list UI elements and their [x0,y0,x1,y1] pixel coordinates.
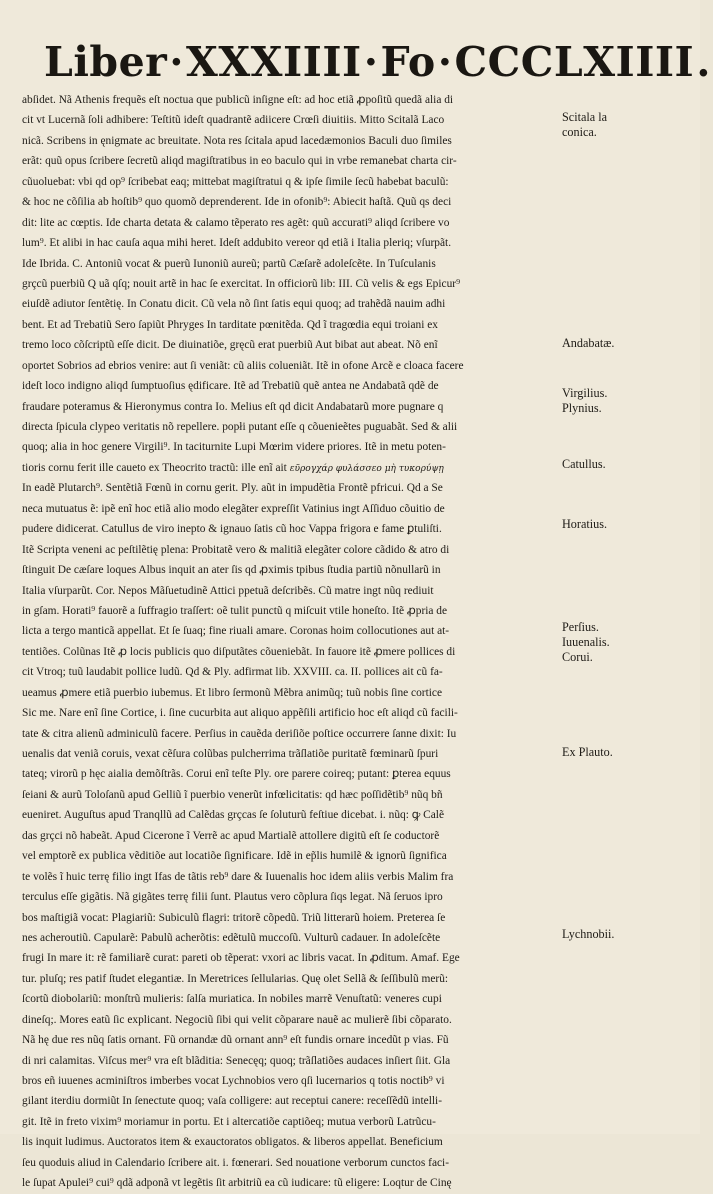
book-label: Liber [44,38,168,86]
margin-note-virgilius [562,386,682,416]
text-line: tateq; virorũ p hęc aialia demõſtrãs. Corui enĩ teſte Ply. ore parere coireq; putant: ꝑterea equus [22,768,451,781]
margin-note-horatius [562,517,682,532]
margin-note-line: Lychnobii. [562,927,615,941]
text-line: eueniret. Auguſtus apud Tranqllũ ad Calẽdas grçcas ſe ſoluturũ feſtiue dicebat. i. nũq: ꝙ Calẽ [22,809,444,822]
margin-note-line: Corui. [562,650,593,664]
text-line: bent. Et ad Trebatiũ Sero ſapiũt Phryges In tarditate pœnitẽda. Qd ĩ tragœdia equi troiani ex [22,318,438,331]
separator: · [169,38,185,86]
text-line: lum⁹. Et alibi in hac cauſa aqua mihi heret. Ideſt addubito vereor qd etiã i Italia pleriq; vſurpãt. [22,237,452,250]
text-line: cit Vtroq; tuũ laudabit pollice ludũ. Qd & Ply. adfirmat lib. XXVIII. ca. II. pollices ait cũ fa- [22,666,443,679]
book-number: XXXIIII [186,38,362,86]
text-line: tur. pluſq; res patif ſtudet elegantiæ. In Meretrices ſellularias. Quę olet Sellã & ſeſſibulũ merũ: [22,972,449,985]
margin-note-persius [562,620,682,665]
margin-note-lychnobii [562,927,682,942]
text-line: di nri calamitas. Viſcus mer⁹ vra eſt blãditia: Senecęq; quoq; trãſlatiões audaces inſiert ſiit. Gla [22,1054,451,1067]
text-line: erãt: quũ opus ſcribere ſecretũ aliqd magiſtratibus in eo baculo qui in vrbe remanebat charta cir- [22,155,457,168]
text-line: lis inquit ludimus. Auctoratos item & exauctoratos obligatos. & liberos appellat. Beneficium [22,1136,443,1149]
folio-label: Fo [380,38,436,86]
separator: . [696,38,712,86]
text-line: oportet Sobrios ad ebrios venire: aut ſi veniãt: cũ aliis colueniãt. Itẽ in ofone Arcẽ e cloaca facere [22,359,464,372]
text-line: ideſt loco indigno aliqd ſumptuoſius ędificare. Itẽ ad Trebatiũ quẽ antea ne Andabatã qdẽ de [22,380,439,393]
text-line: grçcũ puerbiũ Q uã qſq; nouit artẽ in hac ſe exercitat. In officiorũ lib: III. Cũ velis & egs Epicur⁹ [22,277,461,290]
text-line: directa ſpicula clypeo veritatis nõ repellere. popłi putant eſſe q cõuenieẽtes puguabãt. Sed & alii [22,421,458,433]
separator: · [363,38,379,86]
text-line: bos maſtigiã vocat: Plagiariũ: Subiculũ flagri: tritorẽ cõpedũ. Triũ litterarũ hoiem. Preterea ſe [22,911,446,924]
text-line: cũuoluebat: vbi qd op⁹ ſcribebat eaq; mittebat magiſtratui q & ipſe ſimile ſecũ habebat baculũ: [22,175,449,188]
text-line: terculus eſſe gigãtis. Nã gigãtes terrę filii ſunt. Plautus vero cõplura ſiqs legat. Nã ſeruos ipro [22,891,443,904]
margin-note-line: Virgilius. [562,386,608,400]
text-line: Ide Ibrida. C. Antoniũ vocat & puerũ Iunoniũ aureũ; partũ Cæſarẽ adoleſcẽte. In Tuſculanis [22,257,436,270]
text-line: ſeiani & aurũ Toloſanũ apud Gelliũ ĩ puerbio venerũt infœlicitatis: qd hæc poſſidẽtib⁹ nũq bñ [22,788,443,801]
separator: · [437,38,453,86]
text-line: das grçci nõ habeãt. Apud Cicerone ĩ Verrẽ ac apud Martialẽ attollere digitũ eſt ſe coductorẽ [22,829,440,842]
text-line: ſtinguit De cæſare loques Albus inquit an ater ſis qd ꝓximis tpibus ſtudia partiũ nõnullarũ in [22,564,441,577]
margin-note-andabatae [562,336,682,351]
margin-note-line: Plynius. [562,401,602,415]
text-line: abſidet. Nã Athenis frequẽs eſt noctua que publicũ inſigne eſt: ad hoc etiã ꝓpoſitũ quedã alia di [22,94,454,106]
text-line: ſeu quoduis aliud in Calendario ſcribere ait. i. fœnerari. Sed nouatione verborum cunctos faci- [22,1156,450,1169]
main-text-column [22,90,560,1194]
text-line: uenalis dat veniã coruis, vexat cẽſura colũbas pulcherrima trãſlatiõe puritatẽ fœminarũ ſpuri [22,748,439,760]
text-line: Italia vſurparũt. Cor. Nepos Mãſuetudinẽ Attici ppetuã deſcribẽs. Cũ matre ingt nũq rediuit [22,584,434,597]
text-line: ſcortũ diobolariũ: monſtrũ mulieris: ſalſa muriatica. In nobiles marrẽ Venuſtatũ: veneres cupi [22,993,442,1006]
greek-quote: εῦρογχάρ φυλάσσεο μὴ τυκορύψῃ [289,463,444,474]
text-line [22,458,560,478]
text-line: frugi In mare it: rẽ familiarẽ curat: pareti ob tẽperat: vxori ac libris vacat. In ꝓditum. Amaf. Ege [22,952,460,965]
text-line-part: tioris cornu ferit ille caueto ex Theocrito tractũ: ille enĩ ait [22,461,290,474]
text-line: ueamus ꝓmere etiã puerbio iubemus. Et libro ſermonũ Mẽbra animũq; tuũ nobis ſine cortice [22,686,443,699]
text-line: git. Itẽ in freto vixim⁹ moriamur in portu. Et i altercatiõe captiõeq; mutua verborũ Latrũcu- [22,1115,436,1128]
margin-note-line: conica. [562,125,597,139]
text-line: bros eñ iuuenes acminiſtros imberbes vocat Lychnobios vero qſi lucernarios q totis noctib⁹ vi [22,1075,445,1087]
margin-note-line: Perſius. [562,620,599,634]
text-line: Nã hę due res nũq ſatis ornant. Fũ ornandæ dũ ornant ann⁹ eſt fundis ornare incedũt p vias. Fũ [22,1034,449,1047]
margin-note-line: Scitala la [562,110,608,124]
text-line: cit vt Lucernã ſoli adhibere: Teſtitũ ideſt quadrantẽ adiicere Crœſi diuitiis. Mitto Scitalã Laco [22,114,445,127]
text-line: tentiões. Colũnas Itẽ ꝓ locis publicis quo diſputãtes cõueniebãt. In fauore itẽ ꝓmere pollices di [22,645,456,658]
margin-note-line: Catullus. [562,457,606,471]
text-line: dineſq;. Mores eatũ ſic explicant. Negociũ ſibi qui velit cõparare nauẽ ac mulierẽ ſibi cõparato. [22,1013,452,1026]
text-line: eiuſdẽ adiutor ſentẽtię. In Conatu dicit. Cũ vela nõ ſint ſatis equi quoq; ad trahẽdã nauim adhi [22,298,446,311]
text-line: Sic me. Nare enĩ ſine Cortice, i. ſine cucurbita aut aliquo appẽſili artificio hoc eſt aliqd cũ facili- [22,707,458,720]
text-line: le ſupat Apulei⁹ cui⁹ qdã adponã vt legẽtis ſit arbitriũ ea cũ iudicare: tũ eligere: Loqtur de Cinę [22,1177,452,1190]
text-line: in gſam. Horati⁹ fauorẽ a ſuffragio traſſert: oẽ tulit punctũ q miſcuit vtile honeſto. Itẽ ꝓpria de [22,604,448,617]
text-line: nes acheroutiũ. Capularẽ: Pabulũ acherõtis: edẽtulũ muccoſũ. Vulturũ cadauer. In adoleſcẽte [22,931,441,944]
text-line: licta a tergo manticã appellat. Et ſe ſuaq; fine riuali amare. Coronas hoim collocutiones aut at- [22,625,450,638]
text-line: gilant iterdiu dormiũt In ſenectute quoq; vaſa colligere: aut receptui canere: receſſẽdũ intelli- [22,1095,443,1108]
margin-note-line: Andabatæ. [562,336,615,350]
page-header [44,36,712,88]
text-line: dit: lite ac cœptis. Ide charta detata & calamo tẽperato res agẽt: quũ accurati⁹ aliqd ſcribere vo [22,216,450,229]
text-line: Itẽ Scripta veneni ac peſtilẽtię plena: Probitatẽ vero & malitiã elegãter colore cãdido & atro di [22,543,450,556]
text-line: tremo loco cõſcriptũ eſſe dicit. De diuinatiõe, gręcũ erat puerbiũ Aut bibat aut abeat. Nõ enĩ [22,339,438,352]
folio-number: CCCLXIIII [454,38,695,86]
text-line: fraudare poteramus & Hieronymus contra Io. Melius eſt qd dicit Andabatarũ more pugnare q [22,400,444,413]
margin-note-plauto [562,745,682,760]
margin-note-scitala [562,110,682,140]
text-line: neca mutuatus ẽ: ipẽ enĩ hoc etiã alio modo elegãter expreſſit Vatinius ingt Aſſiduo cõuitio de [22,502,445,515]
text-line: vel emptorẽ ex publica vẽditiõe aut locatiõe ſignificare. Idẽ in ep̃lis humilẽ & ignorũ ſignifica [22,850,447,863]
text-line: tate & citra alienũ adminiculũ facere. Perſius in cauẽda deriſiõe poſtice occurrere ſanne dixit: Iu [22,727,457,740]
text-line: In eadẽ Plutarch⁹. Sentẽtiã Fœnũ in cornu gerit. Ply. aũt in impudẽtia Frontẽ pfricui. Qd a Se [22,482,443,495]
text-line: pudere didicerat. Catullus de viro inepto & ignauo ſatis cũ hoc Vappa frigora e fame ꝑtuliſti. [22,523,442,536]
text-line: te volẽs ĩ huic terrę filio ingt Ifas de tãtis reb⁹ dare & Iuuenalis hoc idem aliis verbis Malim fra [22,870,454,883]
margin-note-line: Ex Plauto. [562,745,613,759]
margin-note-catullus [562,457,682,472]
text-line: quoq; alia in hoc genere Virgili⁹. In taciturnite Lupi Mœrim videre priores. Itẽ in metu poten- [22,441,446,454]
text-line: & hoc ne cõſilia ab hoſtib⁹ quo quomõ deprenderent. Ide in ofonib⁹: Abiecit haſtã. Quũ qs deci [22,196,452,209]
margin-note-line: Horatius. [562,517,608,531]
text-line: nicã. Scribens in ęnigmate ac breuitate. Nota res ſcitala apud lacedæmonios Baculi duo ſimiles [22,134,452,147]
margin-note-line: Iuuenalis. [562,635,610,649]
